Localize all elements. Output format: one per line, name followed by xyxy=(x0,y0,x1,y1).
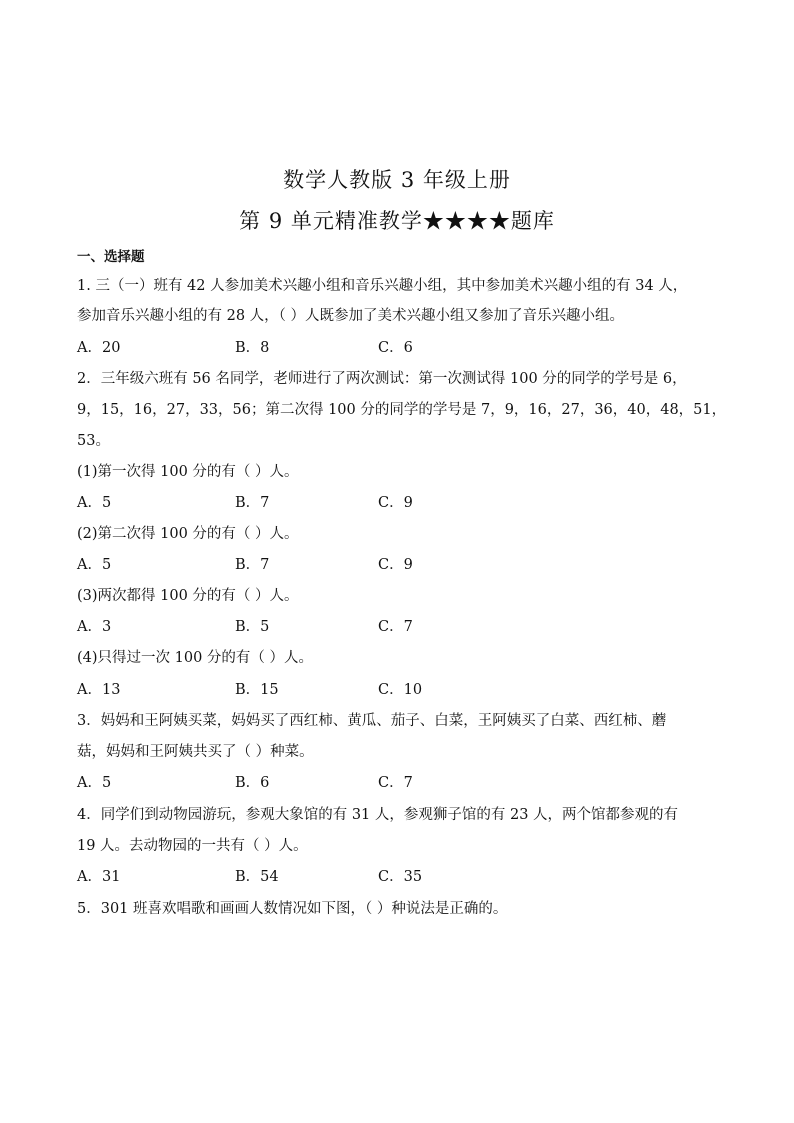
question-4-options xyxy=(77,867,717,887)
question-2-line-2: 9，15，16，27，33，56；第二次得 100 分的同学的学号是 7，9，16，27，36，40，48，51， xyxy=(77,402,727,418)
sub-question-2: (2)第二次得 100 分的有（ ）人。 xyxy=(77,526,299,542)
option-a[interactable]: A．31 xyxy=(77,869,121,885)
option-c[interactable]: C．10 xyxy=(378,682,423,698)
question-2-line-1: 2．三年级六班有 56 名同学，老师进行了两次测试：第一次测试得 100 分的同学的学号是 6， xyxy=(77,371,687,387)
option-b[interactable]: B．15 xyxy=(235,682,279,698)
option-a[interactable]: A．13 xyxy=(77,682,121,698)
option-b[interactable]: B．7 xyxy=(235,557,270,573)
question-1-line-2: 参加音乐兴趣小组的有 28 人，（ ）人既参加了美术兴趣小组又参加了音乐兴趣小组。 xyxy=(77,308,625,324)
section-heading: 一、选择题 xyxy=(77,249,145,265)
option-b[interactable]: B．54 xyxy=(235,869,279,885)
option-a[interactable]: A．5 xyxy=(77,557,112,573)
option-a[interactable]: A．3 xyxy=(77,619,112,635)
question-1-line-1: 1. 三（一）班有 42 人参加美术兴趣小组和音乐兴趣小组，其中参加美术兴趣小组的有 34 人， xyxy=(77,278,688,294)
sub-question-4: (4)只得过一次 100 分的有（ ）人。 xyxy=(77,650,314,666)
question-5-line-1: 5．301 班喜欢唱歌和画画人数情况如下图，（ ）种说法是正确的。 xyxy=(77,901,508,917)
sub-question-1: (1)第一次得 100 分的有（ ）人。 xyxy=(77,464,299,480)
document-title: 数学人教版 3 年级上册 xyxy=(283,168,511,192)
question-4-line-1: 4．同学们到动物园游玩，参观大象馆的有 31 人，参观狮子馆的有 23 人，两个馆都参观的有 xyxy=(77,807,679,823)
option-a[interactable]: A．20 xyxy=(77,340,121,356)
document-subtitle: 第 9 单元精准教学★★★★题库 xyxy=(239,209,555,233)
option-c[interactable]: C．6 xyxy=(378,340,413,356)
option-b[interactable]: B．5 xyxy=(235,619,270,635)
sub-question-3: (3)两次都得 100 分的有（ ）人。 xyxy=(77,588,299,604)
option-c[interactable]: C．9 xyxy=(378,557,413,573)
sub-question-4-options xyxy=(77,680,717,700)
sub-question-1-options xyxy=(77,493,717,513)
question-3-line-1: 3．妈妈和王阿姨买菜，妈妈买了西红柿、黄瓜、茄子、白菜，王阿姨买了白菜、西红柿、蘑 xyxy=(77,713,667,729)
option-c[interactable]: C．35 xyxy=(378,869,423,885)
option-b[interactable]: B．7 xyxy=(235,495,270,511)
option-a[interactable]: A．5 xyxy=(77,775,112,791)
question-3-line-2: 菇，妈妈和王阿姨共买了（ ）种菜。 xyxy=(77,744,314,760)
question-1-options xyxy=(77,338,717,358)
option-b[interactable]: B．6 xyxy=(235,775,270,791)
question-2-line-3: 53。 xyxy=(77,433,110,449)
question-3-options xyxy=(77,773,717,793)
option-a[interactable]: A．5 xyxy=(77,495,112,511)
option-c[interactable]: C．7 xyxy=(378,619,413,635)
sub-question-3-options xyxy=(77,617,717,637)
option-c[interactable]: C．7 xyxy=(378,775,413,791)
sub-question-2-options xyxy=(77,555,717,575)
option-c[interactable]: C．9 xyxy=(378,495,413,511)
question-4-line-2: 19 人。去动物园的一共有（ ）人。 xyxy=(77,838,308,854)
option-b[interactable]: B．8 xyxy=(235,340,270,356)
